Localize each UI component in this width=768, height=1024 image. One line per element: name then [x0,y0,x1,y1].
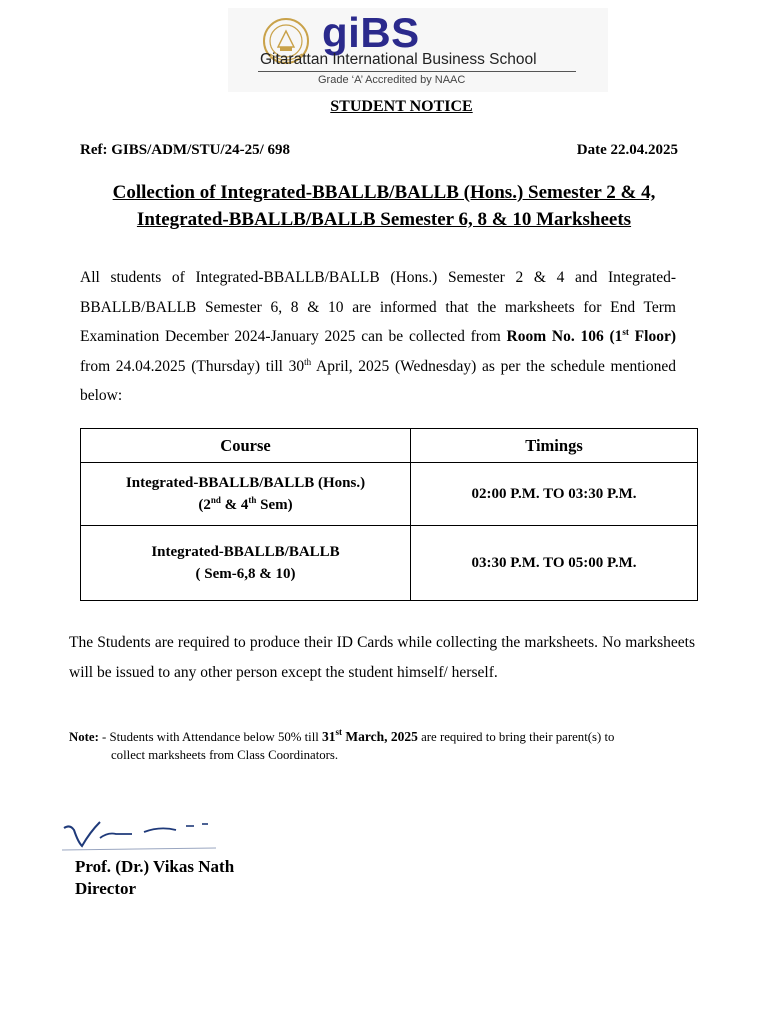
timing-cell: 03:30 P.M. TO 05:00 P.M. [411,526,698,601]
column-header-timings: Timings [411,429,698,463]
room-info: Room No. 106 (1st Floor) [506,327,676,345]
notice-subject [60,179,708,233]
id-card-instructions: The Students are required to produce their ID Cards while collecting the marksheets. No marksheets will be issued to any other person except the student himself/ herself. [69,634,695,681]
note-label: Note: [69,730,99,744]
handwritten-signature [60,812,220,858]
signatory-name: Prof. (Dr.) Vikas Nath [75,857,235,876]
schedule-table [80,428,698,601]
notice-body: All students of Integrated-BBALLB/BALLB (Hons.) Semester 2 & 4 and Integrated-BBALLB/BALLB Semester 6, 8 & 10 are informed that the marksheets for End Term Examination December 2024-January 2025 can be collected from Room No. 106 (1st Floor) from 24.04.2025 (Thursday) till 30th April, 2025 (Wednesday) as per the schedule mentioned below: [80,269,676,404]
header-divider [258,71,576,72]
table-header-row [81,429,698,463]
date-range: from 24.04.2025 (Thursday) till 30 [80,357,305,375]
institution-logo [228,8,608,92]
course-cell: Integrated-BBALLB/BALLB (Hons.) (2nd & 4th Sem) [81,463,411,526]
table-row [81,526,698,601]
notice-date: Date 22.04.2025 [576,142,678,158]
subject-line-2: Integrated-BBALLB/BALLB Semester 6, 8 & 10 Marksheets [136,209,632,230]
column-header-course: Course [81,429,411,463]
body-intro: All students of Integrated-BBALLB/BALLB (Hons.) Semester 2 & 4 and Integrated-BBALLB/BALLB Semester 6, 8 & 10 are informed that the marksheets for End Term Examination December 2024-January 2025 can be collected from [80,269,676,345]
subject-line-1: Collection of Integrated-BBALLB/BALLB (Hons.) Semester 2 & 4, [112,182,656,203]
school-name: Gitarattan International Business School [260,51,537,68]
attendance-note: Note: - Students with Attendance below 50% till 31st March, 2025 are required to bring their parent(s) to collect marksheets from Class Coordinators. [69,727,615,762]
notice-title: STUDENT NOTICE [330,98,473,115]
course-cell: Integrated-BBALLB/BALLB ( Sem-6,8 & 10) [81,526,411,601]
reference-number: Ref: GIBS/ADM/STU/24-25/ 698 [80,142,290,158]
signatory-title: Director [75,879,137,898]
accreditation-text: Grade ‘A’ Accredited by NAAC [318,74,466,86]
table-row [81,463,698,526]
brand-wordmark: giBS [322,9,420,56]
timing-cell: 02:00 P.M. TO 03:30 P.M. [411,463,698,526]
